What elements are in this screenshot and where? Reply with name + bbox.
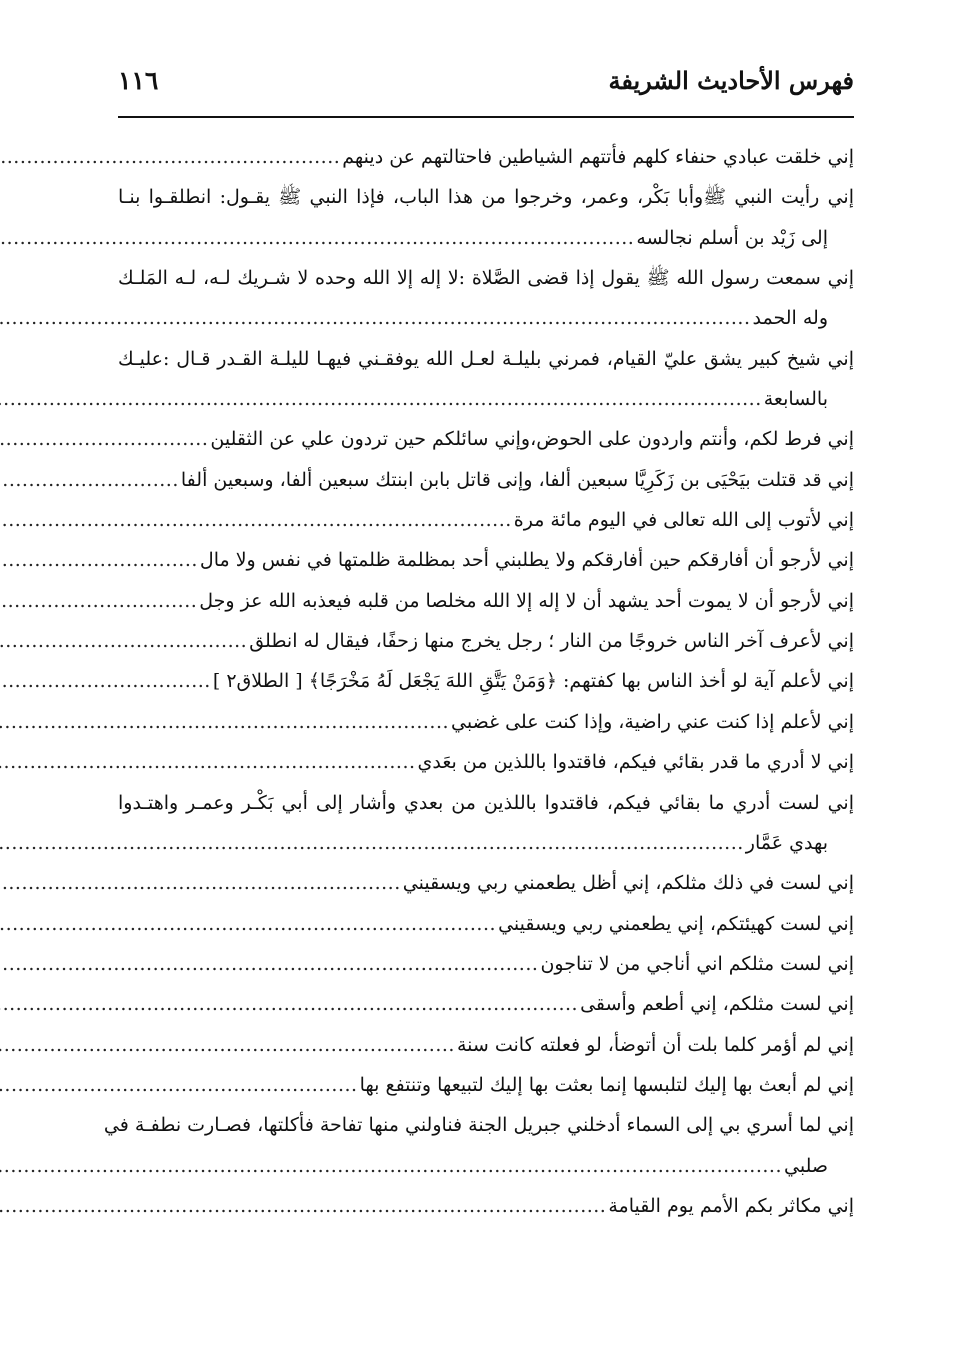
index-entry-line [118, 137, 854, 177]
dot-leader [0, 1025, 455, 1065]
index-entry-line [118, 783, 854, 823]
entry-text: إني لأتوب إلى الله تعالى في اليوم مائة مرة [513, 509, 854, 532]
index-entry-line [118, 177, 854, 217]
entry-text: إني شيخ كبير يشق عليّ القيام، فمرني بليلـة لعـل الله يوفقـني فيهـا لليلـة القـدر قـال :عليـك [118, 347, 854, 370]
entry-text: إني لم أؤمر كلما بلت أن أتوضأ، لو فعلته كانت سنة [456, 1033, 854, 1056]
dot-leader [0, 1186, 606, 1226]
dot-leader [0, 1146, 782, 1186]
index-entry-continuation [118, 218, 854, 258]
dot-leader [0, 500, 512, 540]
entry-text: إني لأعلم إذا كنت عني راضية، وإذا كنت على غضبي [451, 710, 854, 733]
index-entry-continuation [118, 379, 854, 419]
index-entry-line [118, 702, 854, 742]
index-entry-line [118, 944, 854, 984]
index-entry-line [118, 460, 854, 500]
entry-text: إني لست في ذلك مثلكم، إني أظل يطعمني ربي ويسقيني [402, 872, 854, 895]
index-entry-line [118, 1025, 854, 1065]
dot-leader [0, 984, 578, 1024]
index-entry-line [118, 339, 854, 379]
index-entry-continuation [118, 1146, 854, 1186]
dot-leader [0, 904, 496, 944]
entry-text: إني خلقت عبادي حنفاء كلهم فأتتهم الشياطين فاحتالتهم عن دينهم [342, 146, 854, 168]
entry-text: إني لما أسري بي إلى السماء أدخلني جبريل الجنة فناولني منها تفاحة فأكلتها، فصـارت نطفـة في [103, 1114, 854, 1137]
index-entry-line [118, 1065, 854, 1105]
index-entry-continuation [118, 298, 854, 338]
dot-leader [0, 379, 762, 419]
index-entry-continuation [118, 823, 854, 863]
entry-text: إني لأعرف آخر الناس خروجًا من النار ؛ رجل يخرج منها زحفًا، فيقال له انطلق [249, 630, 854, 653]
dot-leader [0, 621, 247, 661]
hadith-index-list [103, 137, 854, 1226]
entry-text: إني لأرجو أن أفارقكم حين أفارقكم ولا يطلبني أحد بمظلمة ظلمتها في نفس ولا مال [199, 549, 854, 572]
entry-text-continued: صلبي [784, 1154, 828, 1177]
index-entry-line [118, 621, 854, 661]
index-entry-line [118, 863, 854, 903]
index-entry-line [118, 742, 854, 782]
dot-leader [0, 863, 401, 903]
entry-text: إني رأيت النبي ﷺوأبا بَكْر، وعمر، وخرجوا من هذا الباب، فإذا النبي ﷺ يقـول: انطلقـوا بنـا [118, 186, 854, 209]
entry-text: إني لا أدري ما قدر بقائي فيكم، فاقتدوا باللذين من بعَدي [417, 751, 854, 774]
page-number: ١١٦ [118, 65, 159, 95]
entry-text-continued: بالسابعة [763, 388, 828, 411]
entry-text: إني سمعت رسول الله ﷺ يقول إذا قضى الصَّلاة :لا إله إلا الله وحده لا شـريك لـه، لـه المَلـك [118, 267, 854, 290]
index-entry-line [118, 500, 854, 540]
index-entry-line [118, 1186, 854, 1226]
entry-text-continued: بهدي عَمَّار [745, 831, 828, 854]
dot-leader [0, 460, 179, 500]
entry-text: إني لست مثلكم، إني أطعم وأسقى [580, 993, 854, 1016]
dot-leader [0, 661, 211, 701]
dot-leader [0, 137, 340, 177]
dot-leader [0, 702, 449, 742]
index-entry-line [118, 581, 854, 621]
dot-leader [0, 823, 744, 863]
index-entry-line [118, 258, 854, 298]
entry-text: إني لست مثلكم اني أناجي من لا تناجون [540, 952, 854, 975]
page-header [118, 58, 854, 102]
entry-text: إني لأرجو أن لا يموت أحد يشهد أن لا إله إلا الله مخلصا من قلبه فيعذبه الله عز وجل [199, 589, 854, 612]
entry-text-continued: وله الحمد [752, 307, 828, 330]
index-entry-line [118, 540, 854, 580]
dot-leader [0, 944, 538, 984]
index-title: فهرس الأحاديث الشريفة [608, 65, 854, 95]
dot-leader [0, 218, 634, 258]
entry-text-continued: إلى زَيْد بن أسلم نجالسه [636, 226, 828, 249]
entry-text: إني لأعلم آية لو أخذ الناس بها كفتهم: ﴿وَمَنْ يَتَّقِ اللهَ يَجْعَل لَهُ مَخْرَجًا﴾ [ الطلاق٢ ] [212, 670, 854, 693]
dot-leader [0, 742, 416, 782]
entry-text: إني مكاثر بكم الأمم يوم القيامة [608, 1194, 854, 1217]
entry-text: إني لست كهيئتكم، إني يطعمني ربي ويسقيني [498, 912, 854, 935]
entry-text: إني فرط لكم، وأنتم واردون على الحوض،وإني سائلكم حين تردون علي عن الثقلين [210, 428, 854, 451]
entry-text: إني لست أدري ما بقائي فيكم، فاقتدوا باللذين من بعدي وأشار إلى أبي بَكْـر وعمـر واهتـدوا [118, 791, 854, 814]
dot-leader [0, 419, 208, 459]
entry-text: إني قد قتلت بيَحْيَى بن زَكَرِيَّا سبعين ألفا، وإنى قاتل بابن ابنتك سبعين ألفا، وسبعين ألفا [180, 468, 854, 491]
index-entry-line [118, 661, 854, 701]
dot-leader [0, 581, 197, 621]
index-entry-line [118, 904, 854, 944]
dot-leader [0, 540, 198, 580]
header-rule [118, 116, 854, 118]
entry-text: إني لم أبعث بها إليك لتلبسها إنما بعثت بها إليك لتبيعها وتنتفع بها [359, 1073, 854, 1096]
index-entry-line [118, 419, 854, 459]
index-entry-line [118, 984, 854, 1024]
dot-leader [0, 1065, 358, 1105]
index-entry-line [103, 1105, 854, 1145]
dot-leader [0, 298, 751, 338]
